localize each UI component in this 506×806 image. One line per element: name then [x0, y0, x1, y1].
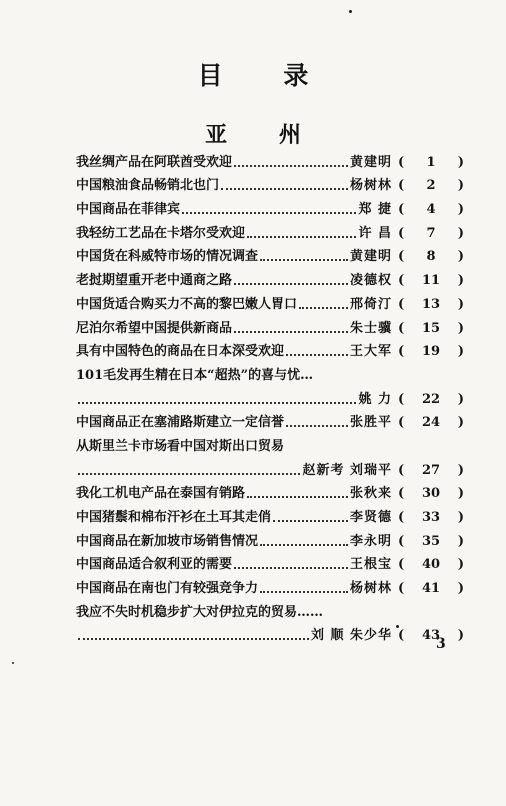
entry-page: ( 41 ): [398, 581, 464, 597]
entry-author: 张秋来: [349, 486, 392, 502]
scan-speck: [396, 625, 399, 628]
entry-title: 中国商品正在塞浦路斯建立一定信誉: [76, 415, 285, 431]
entry-page: ( 27 ): [398, 462, 464, 478]
entry-page: ( 33 ): [398, 510, 464, 525]
leader-dots: [234, 566, 348, 569]
toc-entry-title-line[interactable]: [76, 359, 464, 383]
entry-title: 我化工机电产品在泰国有销路: [76, 486, 246, 502]
entry-author: 王根宝: [349, 557, 392, 573]
entry-title: 中国猪鬃和棉布汗衫在土耳其走俏: [76, 510, 272, 525]
entry-author: 郑 捷: [358, 202, 392, 218]
leader-dots: [234, 164, 348, 167]
entry-title: 101毛发再生精在日本“超热”的喜与忧…: [76, 367, 314, 383]
toc-entry-continuation[interactable]: [76, 454, 464, 478]
toc-entry-title-line[interactable]: [76, 430, 464, 454]
entry-author: 黄建明: [349, 249, 392, 265]
toc-entry[interactable]: [76, 217, 464, 241]
entry-page: ( 11 ): [398, 273, 464, 289]
toc-entry[interactable]: [76, 288, 464, 312]
entry-author: 杨树林: [349, 581, 392, 597]
entry-author: 张胜平: [349, 415, 392, 431]
entry-title: 我丝绸产品在阿联酋受欢迎: [76, 154, 233, 170]
entry-page: ( 35 ): [398, 533, 464, 549]
entry-title: 中国粮油食品畅销北也门: [76, 178, 220, 194]
leader-dots: [286, 353, 348, 356]
toc-entry[interactable]: [76, 312, 464, 336]
entry-page: ( 7 ): [398, 225, 464, 241]
leader-dots: [260, 543, 348, 546]
leader-dots: [234, 330, 348, 333]
entry-title: 从斯里兰卡市场看中国对斯出口贸易: [76, 438, 285, 454]
toc-entry[interactable]: [76, 170, 464, 194]
entry-author: 李贤德: [349, 510, 392, 525]
leader-dots: [78, 472, 300, 475]
toc-entry-continuation[interactable]: [76, 383, 464, 407]
entry-title: 尼泊尔希望中国提供新商品: [76, 320, 233, 336]
entry-author: 邢倚汀: [349, 296, 392, 312]
leader-dots: [247, 495, 348, 498]
entry-title: 中国货适合购买力不高的黎巴嫩人胃口: [76, 296, 298, 312]
toc-entry[interactable]: [76, 241, 464, 265]
entry-title: 中国商品在菲律宾: [76, 202, 181, 218]
leader-dots: [78, 401, 356, 404]
page-number: 3: [436, 636, 446, 652]
entry-title: 中国货在科威特市场的情况调查: [76, 249, 259, 265]
leader-dots: [260, 590, 348, 593]
entry-page: ( 30 ): [398, 486, 464, 502]
entry-author: 杨树林: [349, 178, 392, 194]
scan-speck: [12, 662, 14, 664]
toc-entry[interactable]: [76, 193, 464, 217]
entry-page: ( 4 ): [398, 202, 464, 218]
entry-author: 姚 力: [358, 391, 392, 407]
entry-page: ( 1 ): [398, 154, 464, 170]
entry-page: ( 24 ): [398, 415, 464, 431]
entry-author: 刘 顺 朱少华: [310, 628, 392, 644]
entry-page: ( 19 ): [398, 344, 464, 360]
entry-author: 凌德权: [349, 273, 392, 289]
entry-author: 赵新考 刘瑞平: [302, 462, 392, 478]
entry-author: 李永明: [349, 533, 392, 549]
entry-title: 中国商品在南也门有较强竞争力: [76, 581, 259, 597]
leader-dots: [234, 282, 348, 285]
leader-dots: [247, 235, 356, 238]
leader-dots: [221, 187, 348, 190]
toc-entry[interactable]: [76, 264, 464, 288]
entry-title: 具有中国特色的商品在日本深受欢迎: [76, 344, 285, 360]
toc-entry[interactable]: [76, 501, 464, 525]
entry-title: 我轻纺工艺品在卡塔尔受欢迎: [76, 225, 246, 241]
toc-entry[interactable]: [76, 525, 464, 549]
entry-author: 黄建明: [349, 154, 392, 170]
leader-dots: [273, 519, 348, 522]
toc-entry[interactable]: [76, 336, 464, 360]
entry-page: ( 43 ): [398, 628, 464, 644]
entry-author: 许 昌: [358, 225, 392, 241]
entry-page: ( 40 ): [398, 557, 464, 573]
table-of-contents: [76, 146, 464, 643]
leader-dots: [182, 211, 356, 214]
entry-title: 中国商品适合叙利亚的需要: [76, 557, 233, 573]
entry-page: ( 8 ): [398, 249, 464, 265]
entry-page: ( 22 ): [398, 391, 464, 407]
toc-entry-continuation[interactable]: [76, 620, 464, 644]
leader-dots: [260, 258, 348, 261]
page-title: 目 录: [197, 61, 335, 90]
entry-title: 老挝期望重开老中通商之路: [76, 273, 233, 289]
entry-page: ( 2 ): [398, 178, 464, 194]
entry-author: 王大军: [349, 344, 392, 360]
entry-title: 我应不失时机稳步扩大对伊拉克的贸易……: [76, 604, 324, 620]
entry-title: 中国商品在新加坡市场销售情况: [76, 533, 259, 549]
leader-dots: [299, 306, 348, 309]
entry-author: 朱士骥: [349, 320, 392, 336]
section-heading: 亚 州: [205, 122, 323, 148]
entry-page: ( 13 ): [398, 296, 464, 312]
toc-entry[interactable]: [76, 407, 464, 431]
scan-speck: [349, 10, 352, 13]
toc-entry[interactable]: [76, 478, 464, 502]
toc-entry[interactable]: [76, 146, 464, 170]
leader-dots: [286, 424, 348, 427]
toc-entry[interactable]: [76, 572, 464, 596]
toc-entry[interactable]: [76, 549, 464, 573]
leader-dots: [78, 637, 309, 640]
toc-entry-title-line[interactable]: [76, 596, 464, 620]
entry-page: ( 15 ): [398, 320, 464, 336]
